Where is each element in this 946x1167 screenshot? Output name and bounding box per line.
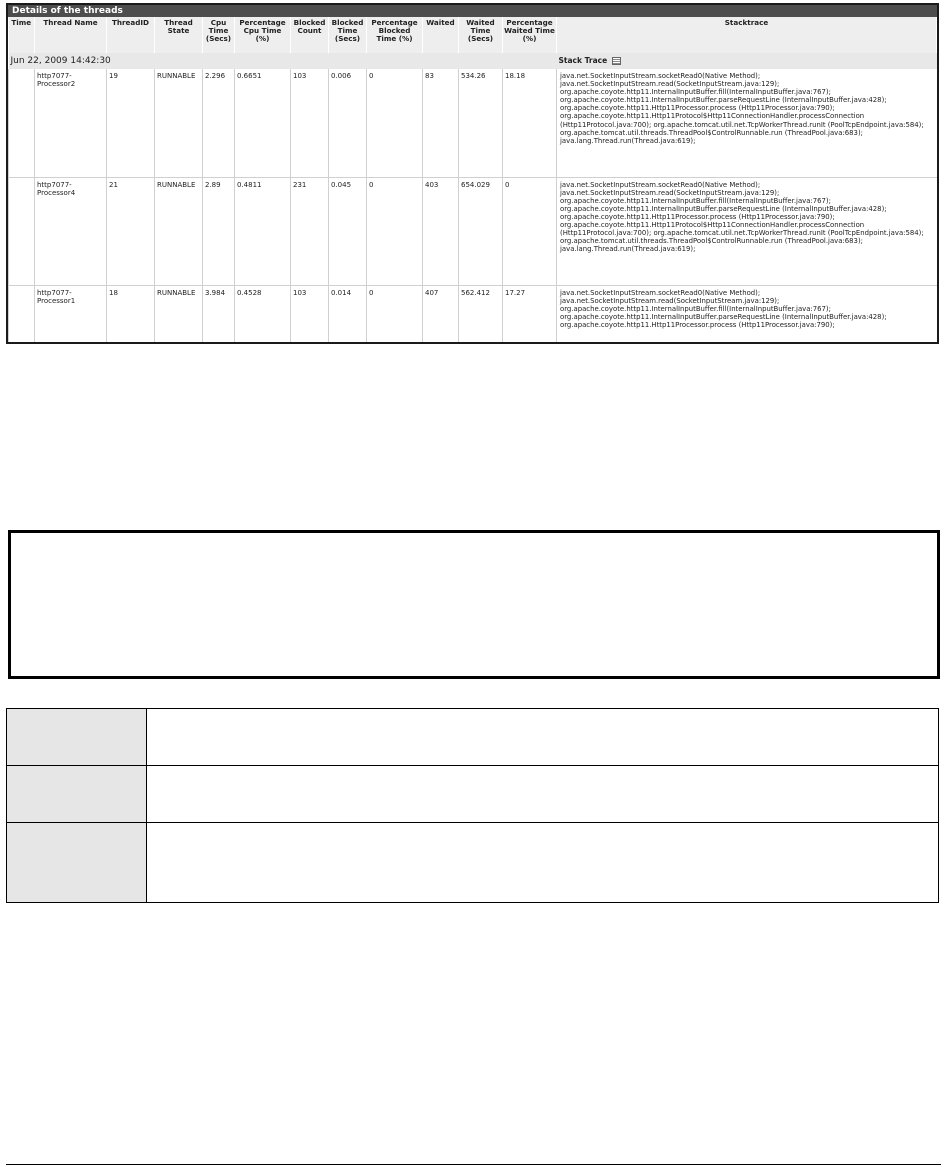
col-waited: Waited: [423, 17, 459, 53]
blocked-count: 231: [291, 177, 329, 285]
blocked-time: 0.045: [329, 177, 367, 285]
stacktrace: java.net.SocketInputStream.socketRead0(Native Method); java.net.SocketInputStream.read(SocketInputStream.java:129); org.apache.coyote.http11.InternalInputBuffer.fill(InternalInputBuffer.java:767); org.apache.coyote.http11.InternalInputBuffer.parseRequestLine (InternalInputBuffer.java:428); org.apache.coyote.http11.Http11Processor.process (Http11Processor.java:790); org.apache.coyote.http11.Http11Protocol$Http11ConnectionHandler.processConnection (Http11Protocol.java:700); org.apache.tomcat.util.net.TcpWorkerThread.runIt (PoolTcpEndpoint.java:584); org.apache.tomcat.util.threads.ThreadPool$ControlRunnable.run (ThreadPool.java:683); java.lang.Thread.run(Thread.java:619);: [557, 177, 937, 285]
grid-value-cell: [147, 709, 939, 766]
threads-screenshot: [6, 3, 939, 344]
thread-state: RUNNABLE: [155, 69, 203, 177]
thread-name: http7077-Processor1: [35, 285, 107, 344]
time-value: Jun 22, 2009 14:42:30: [9, 53, 557, 69]
grid-row: [7, 766, 939, 823]
thread-state: RUNNABLE: [155, 177, 203, 285]
time-cell: [9, 69, 35, 177]
thread-name: http7077-Processor4: [35, 177, 107, 285]
blocked-count: 103: [291, 285, 329, 344]
header-row: [9, 17, 937, 53]
col-stacktrace: Stacktrace: [557, 17, 937, 53]
pct-waited: 18.18: [503, 69, 557, 177]
grid-value-cell: [147, 766, 939, 823]
col-blocked-time: Blocked Time (Secs): [329, 17, 367, 53]
cpu-time: 3.984: [203, 285, 235, 344]
grid-value-cell: [147, 823, 939, 903]
thread-id: 19: [107, 69, 155, 177]
time-row: [9, 53, 937, 69]
pct-blocked: 0: [367, 177, 423, 285]
time-cell: [9, 285, 35, 344]
waited: 83: [423, 69, 459, 177]
pct-blocked: 0: [367, 285, 423, 344]
time-cell: [9, 177, 35, 285]
footer-rule: [6, 1164, 941, 1165]
grid-label-cell: [7, 766, 147, 823]
col-blocked-count: Blocked Count: [291, 17, 329, 53]
col-thread-state: Thread State: [155, 17, 203, 53]
panel-title: Details of the threads: [8, 5, 937, 17]
thread-name: http7077-Processor2: [35, 69, 107, 177]
col-thread-id: ThreadID: [107, 17, 155, 53]
pct-cpu: 0.4811: [235, 177, 291, 285]
waited: 403: [423, 177, 459, 285]
waited-time: 534.26: [459, 69, 503, 177]
table-row: [9, 285, 937, 344]
thread-state: RUNNABLE: [155, 285, 203, 344]
stacktrace: java.net.SocketInputStream.socketRead0(Native Method); java.net.SocketInputStream.read(SocketInputStream.java:129); org.apache.coyote.http11.InternalInputBuffer.fill(InternalInputBuffer.java:767); org.apache.coyote.http11.InternalInputBuffer.parseRequestLine (InternalInputBuffer.java:428); org.apache.coyote.http11.Http11Processor.process (Http11Processor.java:790); org.apache.coyote.http11.Http11Protocol$Http11ConnectionHandler.processConnection (Http11Protocol.java:700); org.apache.tomcat.util.net.TcpWorkerThread.runIt (PoolTcpEndpoint.java:584); org.apache.tomcat.util.threads.ThreadPool$ControlRunnable.run (ThreadPool.java:683); java.lang.Thread.run(Thread.java:619);: [557, 69, 937, 177]
pct-blocked: 0: [367, 69, 423, 177]
empty-bordered-box: [8, 530, 940, 679]
grid-row: [7, 709, 939, 766]
threads-table: [8, 17, 937, 344]
col-waited-time: Waited Time (Secs): [459, 17, 503, 53]
col-pct-blocked: Percentage Blocked Time (%): [367, 17, 423, 53]
stack-trace-toggle[interactable]: [557, 53, 937, 69]
waited-time: 654.029: [459, 177, 503, 285]
pct-cpu: 0.4528: [235, 285, 291, 344]
waited: 407: [423, 285, 459, 344]
col-pct-waited: Percentage Waited Time (%): [503, 17, 557, 53]
cpu-time: 2.89: [203, 177, 235, 285]
grid-row: [7, 823, 939, 903]
blocked-time: 0.014: [329, 285, 367, 344]
thread-id: 21: [107, 177, 155, 285]
waited-time: 562.412: [459, 285, 503, 344]
grid-label-cell: [7, 709, 147, 766]
grid-label-cell: [7, 823, 147, 903]
stacktrace: java.net.SocketInputStream.socketRead0(Native Method); java.net.SocketInputStream.read(SocketInputStream.java:129); org.apache.coyote.http11.InternalInputBuffer.fill(InternalInputBuffer.java:767); org.apache.coyote.http11.InternalInputBuffer.parseRequestLine (InternalInputBuffer.java:428); org.apache.coyote.http11.Http11Processor.process (Http11Processor.java:790);: [557, 285, 937, 344]
pct-waited: 17.27: [503, 285, 557, 344]
pct-cpu: 0.6651: [235, 69, 291, 177]
cpu-time: 2.296: [203, 69, 235, 177]
col-time: Time: [9, 17, 35, 53]
col-thread-name: Thread Name: [35, 17, 107, 53]
table-row: [9, 69, 937, 177]
pct-waited: 0: [503, 177, 557, 285]
thread-id: 18: [107, 285, 155, 344]
blocked-time: 0.006: [329, 69, 367, 177]
table-row: [9, 177, 937, 285]
stack-trace-label: Stack Trace: [558, 56, 608, 65]
blank-label-table: [6, 708, 939, 903]
list-icon[interactable]: [612, 57, 621, 65]
col-cpu-time: Cpu Time (Secs): [203, 17, 235, 53]
col-pct-cpu: Percentage Cpu Time (%): [235, 17, 291, 53]
blocked-count: 103: [291, 69, 329, 177]
